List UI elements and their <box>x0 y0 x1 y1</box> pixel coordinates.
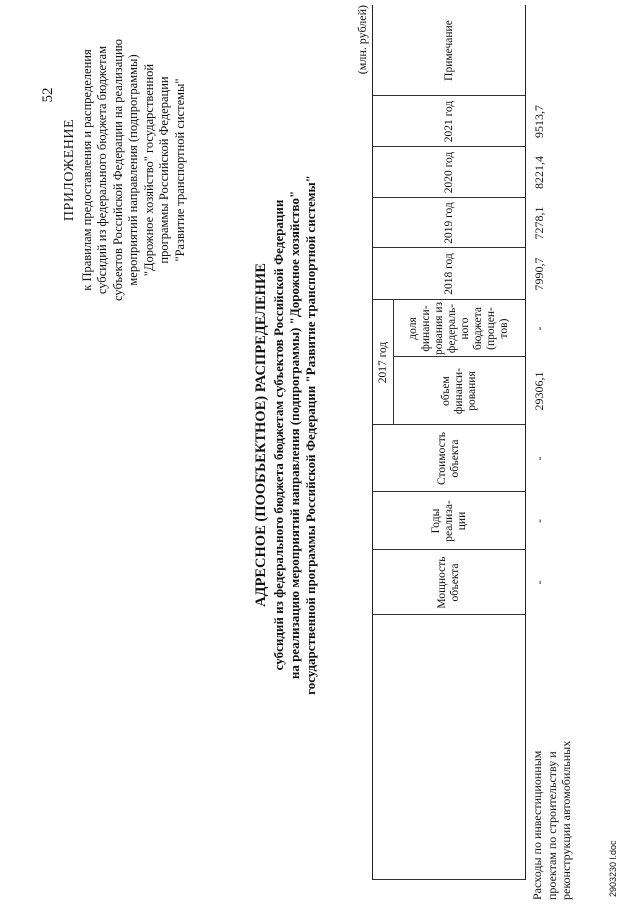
header-note: Примечание <box>442 20 455 81</box>
header-share: доля финанси-рования из федераль-ного бюджета (процен-тов) <box>407 301 510 356</box>
header-2020: 2020 год <box>442 151 455 194</box>
cell-2018: 7990,7 <box>532 257 546 291</box>
cell-years: - <box>532 519 546 523</box>
header-2017: 2017 год <box>376 341 389 384</box>
table-border <box>373 879 525 880</box>
header-years: Годы реализа-ции <box>429 500 468 542</box>
document-title <box>252 115 319 755</box>
header-2021: 2021 год <box>442 100 455 143</box>
appendix-heading: ПРИЛОЖЕНИЕ <box>62 118 77 222</box>
row-label: Расходы по инвестиционным проектам по строительству и реконструкции автомобильных <box>530 740 573 900</box>
appendix-line: программы Российской Федерации <box>157 76 171 264</box>
title-line: на реализацию мероприятий направления (подпрограммы) "Дорожное хозяйство" <box>287 190 302 680</box>
header-2019: 2019 год <box>442 202 455 244</box>
appendix-line: к Правилам предоставления и распределения <box>79 49 94 291</box>
page-number: 52 <box>40 87 56 103</box>
title-line: государственной программы Российской Федерации "Развитие транспортной системы" <box>303 175 318 695</box>
appendix-line: "Развитие транспортной системы" <box>172 78 187 262</box>
cell-2021: 9513,7 <box>532 105 546 138</box>
appendix-line: "Дорожное хозяйство" государственной <box>141 63 156 277</box>
header-volume: объем финанси-рования <box>439 367 478 415</box>
cell-2019: 7278,1 <box>532 206 546 240</box>
title-main: АДРЕСНОЕ (ПООБЪЕКТНОЕ) РАСПРЕДЕЛЕНИЕ <box>253 263 269 607</box>
cell-cost: - <box>532 456 546 461</box>
header-2018: 2018 год <box>442 253 455 295</box>
appendix-line: субъектов Российской Федерации на реализацию <box>110 39 125 301</box>
title-line: субсидий из федерального бюджета бюджетам субъектов Российской Федерации <box>271 199 286 671</box>
cell-capacity: - <box>532 580 546 585</box>
units-label: (млн. рублей) <box>355 5 369 75</box>
header-cost: Стоимость объекта <box>436 432 461 485</box>
appendix-line: мероприятий направления (подпрограммы) <box>126 54 140 286</box>
cell-2020: 8221,4 <box>532 156 546 189</box>
appendix-line: субсидий из федерального бюджета бюджетам <box>95 45 109 295</box>
distribution-table-header <box>372 5 526 880</box>
document-filename: 2903230 l.doc <box>608 840 618 897</box>
header-capacity: Мощность объекта <box>436 556 461 609</box>
cell-share: - <box>532 326 546 331</box>
cell-volume: 29306,1 <box>532 371 546 411</box>
appendix-block <box>62 10 188 330</box>
